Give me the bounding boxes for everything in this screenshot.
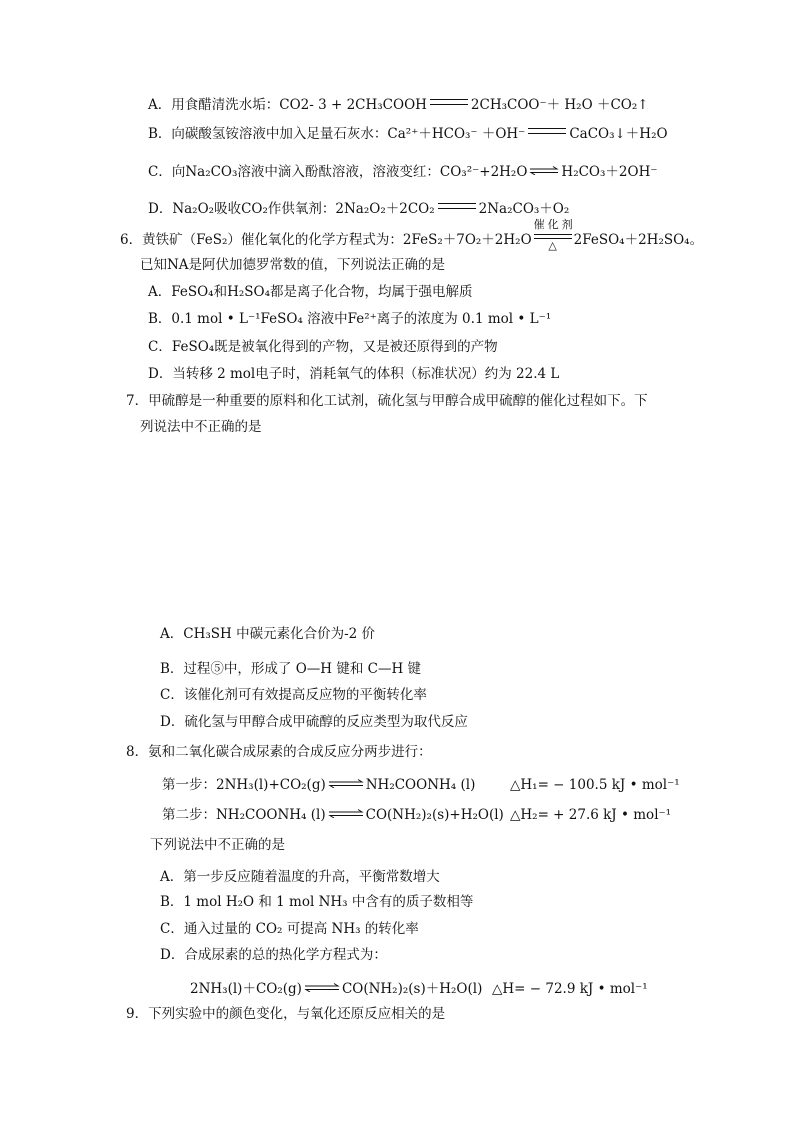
- q8-step1: [162, 776, 475, 794]
- q8-step1-enthalpy: △H₁= − 100.5 kJ • mol⁻¹: [510, 777, 680, 793]
- q8-step2-left: 第二步：NH₂COONH₄ (l): [162, 807, 326, 823]
- q7-option-a: A．CH₃SH 中碳元素化合价为-2 价: [160, 626, 376, 642]
- q5-option-d: [148, 200, 569, 218]
- catalyst-label: 催化剂: [533, 218, 576, 231]
- q5-a-right: 2CH₃COO⁻＋ H₂O ＋CO₂↑: [470, 97, 649, 113]
- q8-option-c: C．通入过量的 CO₂ 可提高 NH₃ 的转化率: [160, 921, 419, 937]
- q7-option-c: C．该催化剂可有效提高反应物的平衡转化率: [160, 687, 427, 703]
- q6-stem1: 6．黄铁矿（FeS₂）催化氧化的化学方程式为：2FeS₂＋7O₂＋2H₂O: [120, 232, 532, 248]
- q6-stem1-right: 2FeSO₄＋2H₂SO₄。: [573, 232, 704, 248]
- q8-step2: [162, 806, 504, 824]
- q6-option-d: D．当转移 2 mol电子时，消耗氧气的体积（标准状况）约为 22.4 L: [148, 366, 560, 382]
- q8-option-b: B．1 mol H₂O 和 1 mol NH₃ 中含有的质子数相等: [160, 894, 474, 910]
- catalyst-condition: [533, 218, 576, 252]
- q8-total-left: 2NH₃(l)＋CO₂(g): [190, 981, 302, 997]
- q8-option-d: D．合成尿素的总的热化学方程式为：: [160, 947, 387, 963]
- equals-sign: [438, 203, 476, 209]
- q8-step1-right: NH₂COONH₄ (l): [365, 777, 476, 793]
- q5-c-right: H₂CO₃＋2OH⁻: [561, 164, 658, 180]
- q8-step2-right: CO(NH₂)₂(s)+H₂O(l): [365, 807, 504, 823]
- q5-option-b: [148, 125, 668, 143]
- q8-ask: 下列说法中不正确的是: [150, 837, 285, 853]
- reversible-arrow-icon: [529, 166, 559, 175]
- q6-stem-line2: 已知NA是阿伏加德罗常数的值，下列说法正确的是: [140, 257, 446, 273]
- q8-stem: 8．氨和二氧化碳合成尿素的合成反应分两步进行：: [126, 744, 432, 760]
- equals-sign: [528, 128, 566, 134]
- q8-step1-left: 第一步：2NH₃(l)+CO₂(g): [162, 777, 326, 793]
- q5-d-right: 2Na₂CO₃＋O₂: [478, 201, 570, 217]
- q5-a-text: A．用食醋清洗水垢：CO2- 3 + 2CH₃COOH: [148, 97, 427, 113]
- heat-label: △: [548, 239, 557, 252]
- q8-option-a: A．第一步反应随着温度的升高，平衡常数增大: [160, 869, 440, 885]
- q5-option-c: [148, 163, 657, 181]
- q5-c-text: C．向Na₂CO₃溶液中滴入酚酞溶液，溶液变红：CO₃²⁻+2H₂O: [148, 164, 528, 180]
- q5-b-text: B．向碳酸氢铵溶液中加入足量石灰水：Ca²⁺＋HCO₃⁻ ＋OH⁻: [148, 126, 526, 142]
- q6-option-c: C．FeSO₄既是被氧化得到的产物，又是被还原得到的产物: [148, 339, 498, 355]
- q8-total-enthalpy: △H= − 72.9 kJ • mol⁻¹: [492, 981, 648, 997]
- q9-stem: 9．下列实验中的颜色变化，与氧化还原反应相关的是: [126, 1006, 446, 1022]
- reversible-arrow-icon: [328, 779, 364, 788]
- q7-figure-blank: [150, 445, 650, 610]
- equals-sign: [430, 99, 468, 105]
- q8-total-right: CO(NH₂)₂(s)＋H₂O(l): [341, 981, 483, 997]
- q7-stem-line2: 列说法中不正确的是: [140, 419, 262, 435]
- q5-d-text: D．Na₂O₂吸收CO₂作供氧剂：2Na₂O₂＋2CO₂: [148, 201, 435, 217]
- q8-step2-enthalpy: △H₂= + 27.6 kJ • mol⁻¹: [510, 807, 672, 823]
- q6-stem-line1: [120, 218, 704, 252]
- reversible-arrow-icon: [304, 983, 340, 992]
- q7-stem-line1: 7．甲硫醇是一种重要的原料和化工试剂，硫化氢与甲醇合成甲硫醇的催化过程如下。下: [126, 393, 648, 409]
- q5-b-right: CaCO₃↓＋H₂O: [569, 126, 668, 142]
- q7-option-d: D．硫化氢与甲醇合成甲硫醇的反应类型为取代反应: [160, 714, 468, 730]
- reversible-arrow-icon: [328, 809, 364, 818]
- q6-option-a: A．FeSO₄和H₂SO₄都是离子化合物，均属于强电解质: [148, 284, 473, 300]
- q6-option-b: B．0.1 mol • L⁻¹FeSO₄ 溶液中Fe²⁺离子的浓度为 0.1 mol • L⁻¹: [148, 311, 552, 327]
- q7-option-b: B．过程⑤中，形成了 O—H 键和 C—H 键: [160, 661, 422, 677]
- q5-option-a: [148, 96, 649, 114]
- q8-total-equation: [190, 980, 482, 998]
